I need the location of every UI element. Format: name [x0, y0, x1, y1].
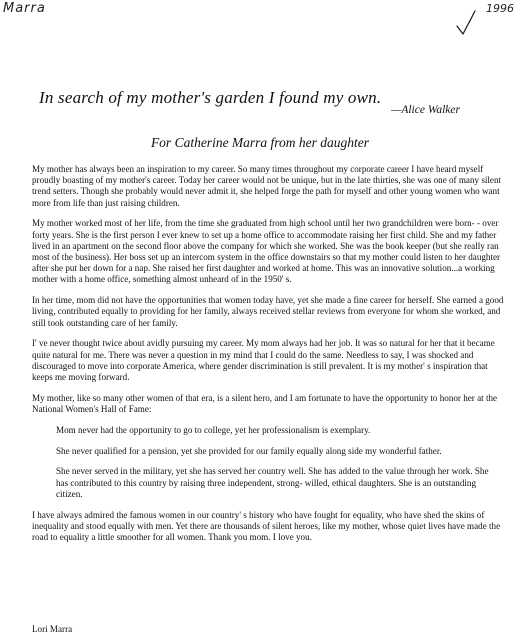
checkmark-icon — [455, 10, 477, 36]
signature: Lori Marra — [32, 624, 73, 634]
epigraph-quote: In search of my mother's garden I found my own. — [39, 88, 382, 107]
letter-body — [32, 164, 507, 553]
dedication-heading: For Catherine Marra from her daughter — [150, 135, 370, 150]
handwritten-year: 1996 — [486, 2, 514, 15]
letter-paragraph: My mother has always been an inspiration to my career. So many times throughout my corporate career I have heard myself proudly boasting of my mother's career. Today her career would not be unique, but in the late thirties, she was one of many silent trend setters. Though she probably would never admit it, she helped forge the path for myself and other young women who want more from life than just raising children. — [32, 164, 502, 208]
letter-paragraph: My mother worked most of her life, from the time she graduated from high school until her two grandchildren were born- - over forty years. She is the first person I ever knew to set up a home office to accommodate raising her first child. She and my father lived in an apartment on the second floor above the company for which she worked. She was the book keeper (but she really ran most of the business). Her boss set up an intercom system in the office downstairs so that my mother could listen to her daughter after she put her down for a nap. She raised her first daughter and worked at home. This was an innovative solution...a working mother with a home office, something almost unheard of in the 1950' s. — [32, 218, 501, 285]
handwritten-name: Marra — [3, 1, 46, 16]
epigraph-attribution: —Alice Walker — [391, 104, 460, 116]
indented-paragraph: Mom never had the opportunity to go to college, yet her professionalism is exemplary. — [56, 424, 371, 435]
indented-paragraph: She never served in the military, yet she has served her country well. She has added to the value through her work. She has contributed to this country by raising three independent, strong- willed, ethical daughters. She is an outstanding citizen. — [56, 466, 489, 499]
letter-paragraph: I' ve never thought twice about avidly pursuing my career. My mom always had her job. It was so natural for her that it became quite natural for me. There was never a question in my mind that I could do the same. Needless to say, I was shocked and discouraged to move into corporate America, where gender discrimination is still prevalent. It is my mother' s inspiration that keeps me moving forward. — [32, 338, 495, 383]
letter-paragraph: My mother, like so many other women of that era, is a silent hero, and I am fortunate to have the opportunity to honor her at the National Women's Hall of Fame: — [32, 392, 498, 415]
letter-paragraph: In her time, mom did not have the opportunities that women today have, yet she made a fine career for herself. She earned a good living, contributed equally to providing for her family, always received stellar reviews from everyone for whom she worked, and still took outstanding care of her family. — [32, 295, 504, 328]
closing-paragraph: I have always admired the famous women in our country' s history who have fought for equality, who have shed the skins of inequality and stood equally with men. Yet there are thousands of silent heroes, like my mother, whose quiet lives have made the road to equality a little smoother for all women. Thank you mom. I love you. — [32, 509, 501, 543]
indented-paragraph: She never qualified for a pension, yet she provided for our family equally along side my wonderful father. — [56, 445, 442, 456]
